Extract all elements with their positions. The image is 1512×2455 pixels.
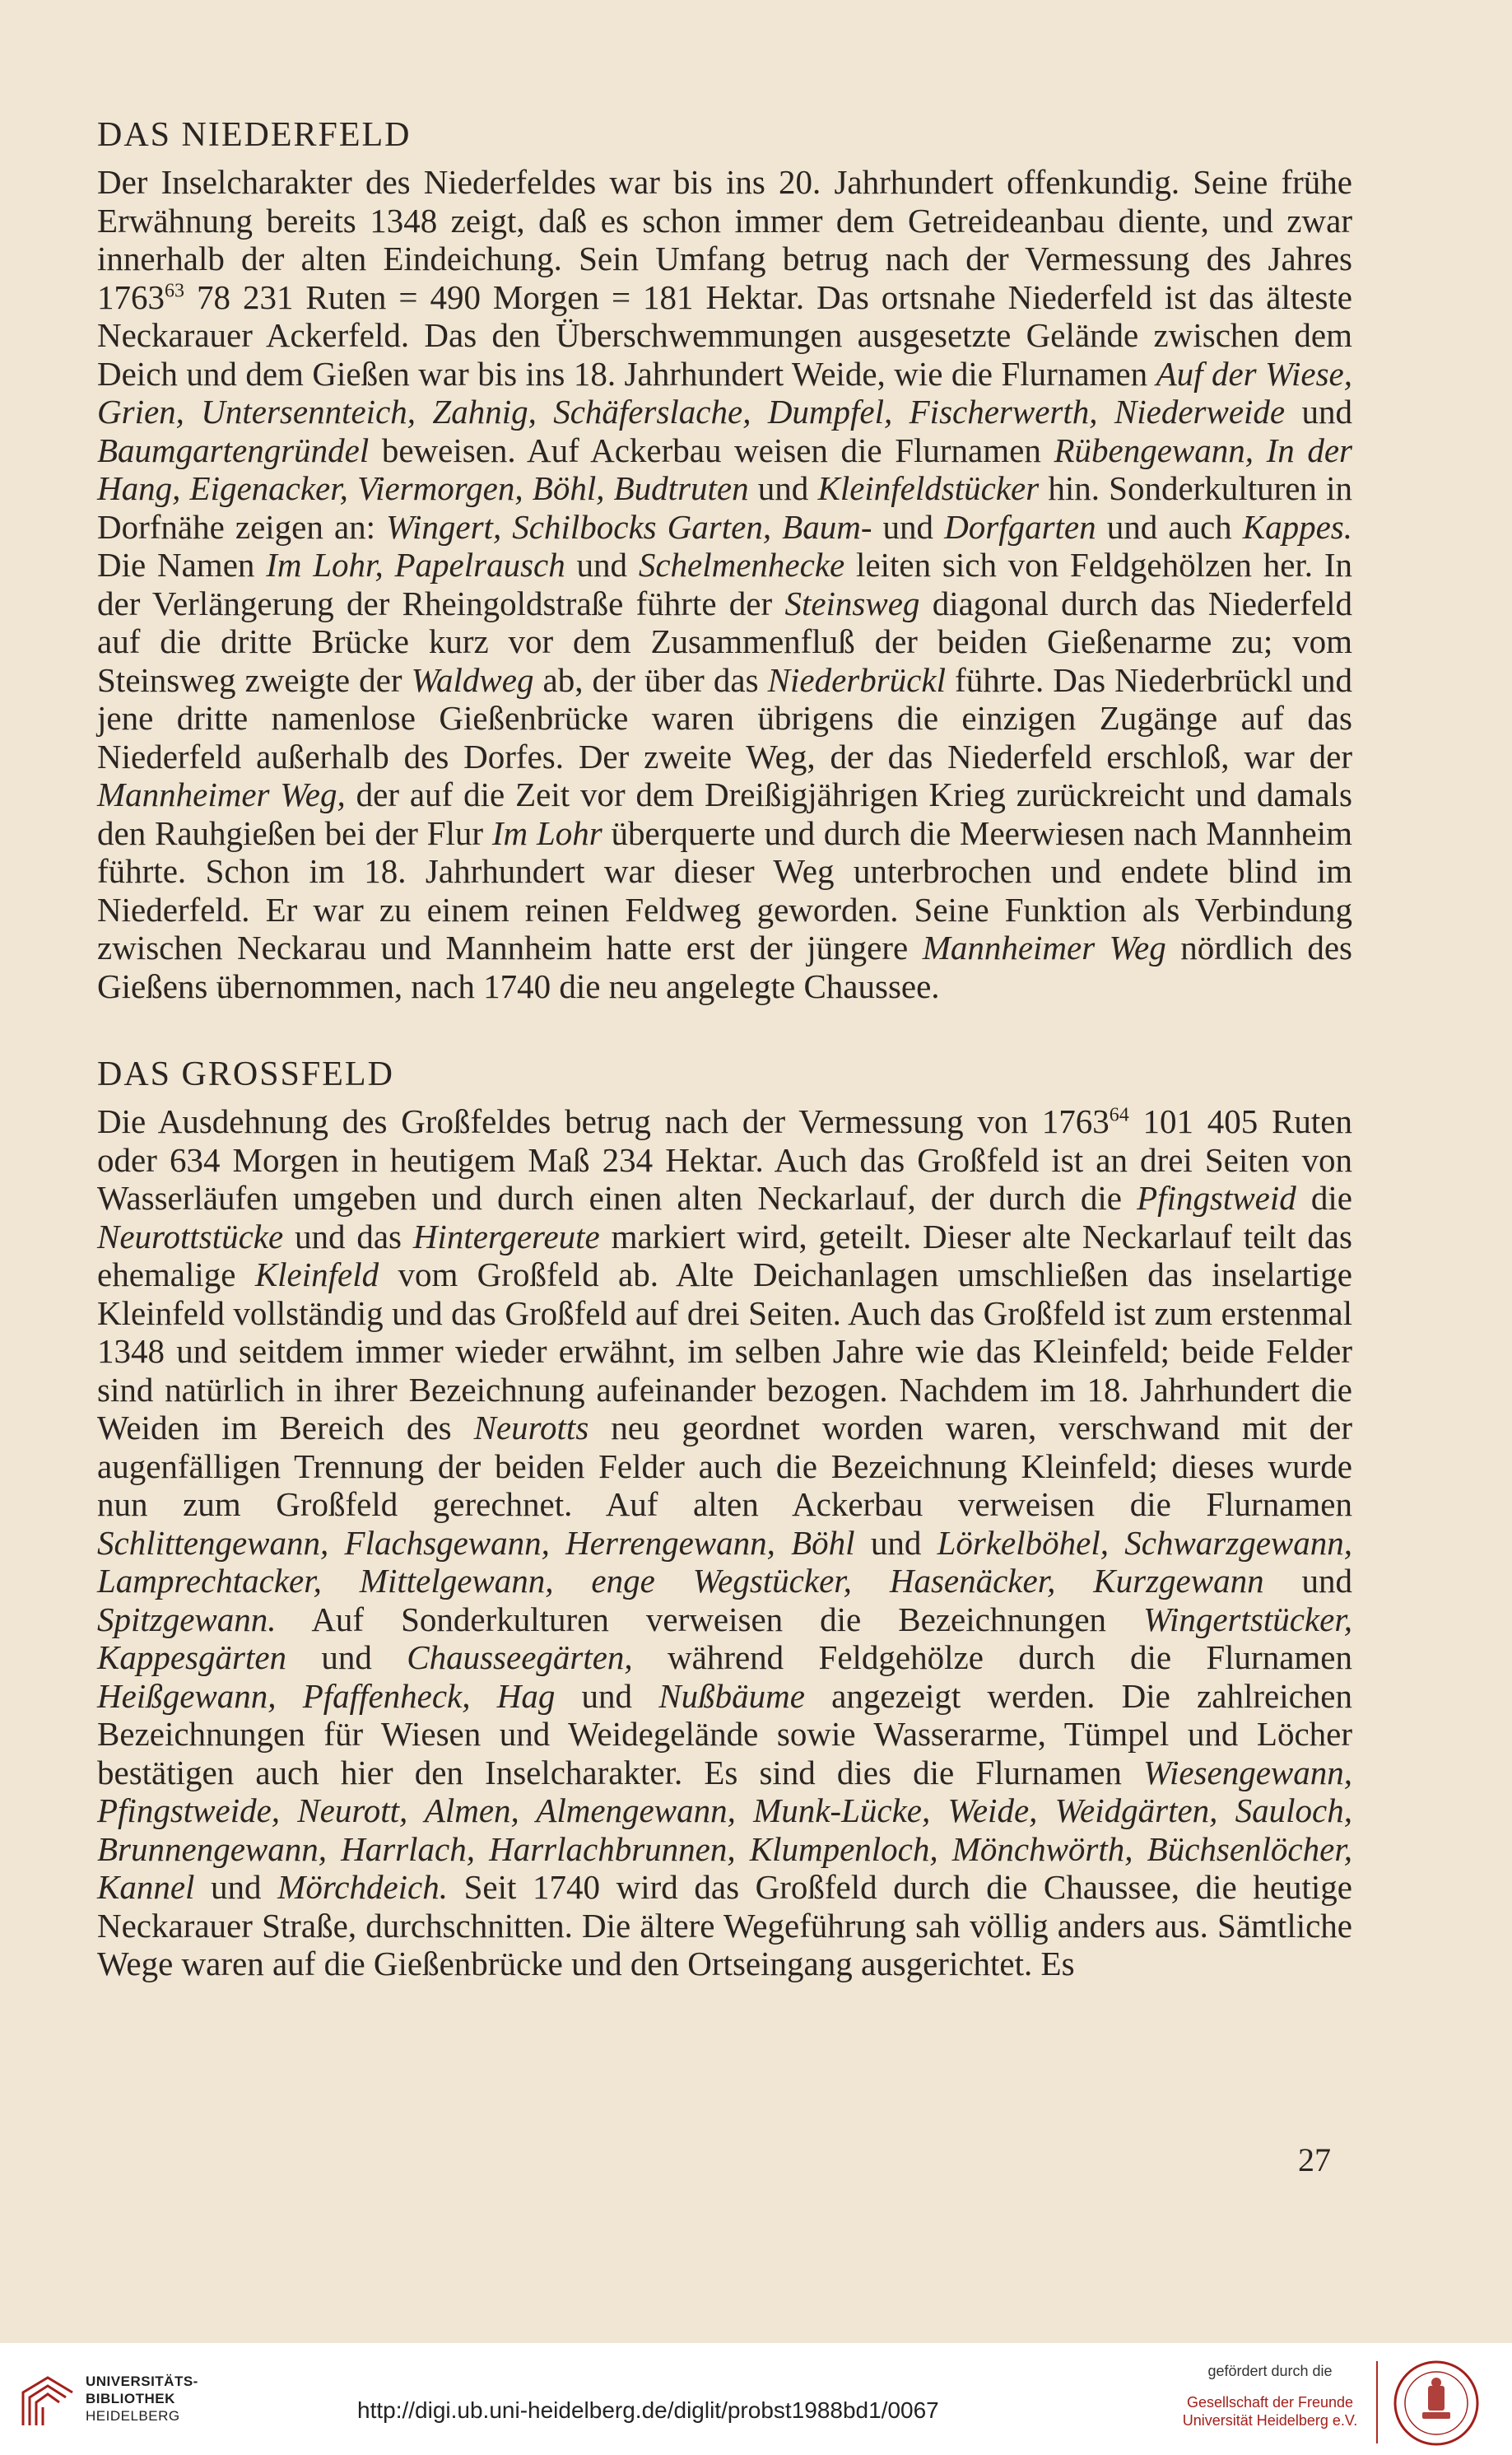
section-heading-niederfeld: DAS NIEDERFELD [97, 116, 412, 154]
italic-placename: Spitzgewann. [97, 1600, 277, 1638]
italic-placename: Schlittengewann, Flachsgewann, Herrengewann, Böhl [97, 1523, 855, 1562]
text-run: Der Inselcharakter des Niederfeldes war bis ins 20. Jahrhundert offenkundig. Seine frühe Erwähnung bereits 1348 zeigt, daß es schon immer dem Getreideanbau diente, und zwar innerhalb der alten Eindeichung. Sein Umfang betrug nach der Vermessung des Jahres 1763 [97, 163, 1352, 316]
italic-placename: Mannheimer Weg [922, 929, 1166, 967]
sponsor-org-line-1: Gesellschaft der Freunde [1186, 2394, 1354, 2411]
footnote-ref: 64 [1109, 1104, 1129, 1126]
sponsor-block [1167, 2363, 1373, 2429]
italic-placename: Im Lohr, Papelrausch [266, 546, 565, 584]
text-run: Die Namen [97, 546, 267, 584]
italic-placename: Wingertstücker, Kappesgärten [97, 1600, 1352, 1676]
italic-placename: Mannheimer Weg, [97, 776, 346, 813]
text-run: Die Ausdehnung des Großfeldes betrug nach der Vermessung von 1763 [97, 1102, 1110, 1140]
italic-placename: Nußbäume [658, 1676, 805, 1715]
text-run: überquerte und durch die Meerwiesen nach Mannheim führte. Schon im 18. Jahrhundert war dieser Weg unterbrochen und endete blind im Niederfeld. Er war zu einem reinen Feldweg geworden. Seine Funktion als Verbindung zwischen Neckarau und Mannheim hatte erst der jüngere [97, 813, 1352, 967]
text-run: und [1263, 1562, 1353, 1600]
text-run: führte. Das Niederbrückl und jene dritte namenlose Gießenbrücke waren übrigens die einzigen Zugänge auf das Niederfeld außerhalb des Dorfes. Der zweite Weg, der das Niederfeld erschloß, war der [97, 660, 1352, 776]
footnote-ref: 63 [165, 279, 184, 301]
library-name-line-2: BIBLIOTHEK [86, 2391, 175, 2406]
text-run: Auf Sonderkulturen verweisen die Bezeichnungen [276, 1600, 1144, 1638]
italic-placename: Pfingstweid [1137, 1179, 1296, 1217]
text-run: und [854, 1523, 937, 1562]
italic-placename: Auf der Wiese, Grien, Untersennteich, Zahnig, Schäferslache, Dumpfel, Fischerwerth, Niederweide [97, 354, 1352, 431]
text-run: Seit 1740 wird das Großfeld durch die Chaussee, die heutige Neckarauer Straße, durchschnitten. Die ältere Wegeführung sah völlig anders aus. Sämtliche Wege waren auf die Gießenbrücke und den Ortseingang ausgerichtet. Es [97, 1868, 1353, 1982]
italic-placename: Schelmenhecke [638, 546, 845, 584]
italic-placename: Kappes. [1242, 507, 1352, 546]
page-content [97, 115, 1352, 1983]
permalink-url[interactable]: http://digi.ub.uni-heidelberg.de/diglit/probst1988bd1/0067 [357, 2397, 939, 2423]
italic-placename: Dorfgarten [944, 507, 1096, 546]
text-run: hin. Sonderkulturen in Dorfnähe zeigen an: [97, 469, 1352, 546]
library-name-line-1: UNIVERSITÄTS- [86, 2373, 198, 2389]
text-run: 101 405 Ruten oder 634 Morgen in heutigem Maß 234 Hektar. Auch das Großfeld ist an drei Seiten von Wasserläufen umgeben und durch einen alten Neckarlauf, der durch die [97, 1102, 1352, 1217]
footer-divider [1376, 2361, 1378, 2443]
sponsor-pre: gefördert durch die [1207, 2363, 1333, 2379]
italic-placename: Neurotts [473, 1409, 589, 1446]
text-run: markiert wird, geteilt. Dieser alte Neckarlauf teilt das ehemalige [97, 1217, 1352, 1293]
italic-placename: Neurottstücke [97, 1217, 284, 1255]
text-run: leiten sich von Feldgehölzen her. In der Verlängerung der Rheingoldstraße führte der [97, 546, 1352, 622]
text-run: angezeigt werden. Die zahlreichen Bezeichnungen für Wiesen und Weidegelände sowie Wasserarme, Tümpel und Löcher bestätigen auch hier den Inselcharakter. Es sind dies die Flurnamen [97, 1676, 1352, 1791]
italic-placename: Wingert, Schilbocks Garten, Baum- [386, 507, 872, 546]
text-run: und auch [1096, 507, 1243, 546]
section-heading-grossfeld: DAS GROSSFELD [97, 1055, 394, 1093]
text-run: 78 231 Ruten = 490 Morgen = 181 Hektar. Das ortsnahe Niederfeld ist das älteste Neckarauer Ackerfeld. Das den Überschwemmungen ausgesetzte Gelände zwischen dem Deich und dem Gießen war bis ins 18. Jahrhundert Weide, wie die Flurnamen [97, 277, 1352, 393]
text-run: beweisen. Auf Ackerbau weisen die Flurnamen [369, 431, 1054, 469]
paragraph-niederfeld [97, 163, 1352, 1005]
sponsor-org-line-2: Universität Heidelberg e.V. [1182, 2412, 1358, 2429]
text-run: und [748, 469, 818, 507]
library-name [86, 2373, 198, 2425]
library-name-line-3: HEIDELBERG [86, 2408, 180, 2424]
italic-placename: Hintergereute [412, 1217, 600, 1255]
section-gap [97, 1005, 1352, 1055]
italic-placename: Rübengewann, In der Hang, Eigenacker, Viermorgen, Böhl, Budtruten [97, 431, 1353, 507]
text-run: vom Großfeld ab. Alte Deichanlagen umschließen das inselartige Kleinfeld vollständig und das Großfeld auf drei Seiten. Auch das Großfeld ist zum erstenmal 1348 und seitdem immer wieder erwähnt, im selben Jahre wie das Kleinfeld; beide Felder sind natürlich in ihrer Bezeichnung aufeinander bezogen. Nachdem im 18. Jahrhundert die Weiden im Bereich des [97, 1255, 1352, 1446]
italic-placename: Steinsweg [784, 584, 920, 622]
text-run: neu geordnet worden waren, verschwand mit der augenfälligen Trennung der beiden Felder auch die Bezeichnung Kleinfeld; dieses wurde nun zum Großfeld gerechnet. Auf alten Ackerbau verweisen die Flurnamen [97, 1409, 1353, 1523]
text-run: nördlich des Gießens übernommen, nach 1740 die neu angelegte Chaussee. [97, 929, 1352, 1005]
italic-placename: Kleinfeldstücker [817, 469, 1040, 507]
text-run: und das [283, 1217, 413, 1255]
text-run: und [565, 546, 639, 584]
italic-placename: Mörchdeich. [277, 1868, 448, 1906]
page-number: 27 [1298, 2141, 1331, 2178]
text-run: und [286, 1638, 407, 1676]
text-run: und [194, 1868, 278, 1906]
digitization-footer [0, 2343, 1512, 2455]
text-run: der auf die Zeit vor dem Dreißigjährigen Krieg zurückreicht und damals den Rauhgießen bei der Flur [97, 776, 1352, 852]
text-run: die [1296, 1179, 1352, 1217]
italic-placename: Lörkelböhel, Schwarzgewann, Lamprechtacker, Mittelgewann, enge Wegstücker, Hasenäcker, Kurzgewann [97, 1523, 1352, 1600]
text-run: und [555, 1676, 659, 1715]
italic-placename: Im Lohr [491, 813, 602, 852]
italic-placename: Heißgewann, Pfaffenheck, Hag [97, 1676, 556, 1715]
italic-placename: Chausseegärten, [407, 1638, 633, 1676]
italic-placename: Waldweg [411, 660, 534, 699]
university-seal-icon [1391, 2358, 1482, 2448]
italic-placename: Kleinfeld [254, 1255, 379, 1293]
text-run: und [1285, 393, 1352, 431]
text-run: und [872, 507, 945, 546]
text-run: diagonal durch das Niederfeld auf die dritte Brücke kurz vor dem Zusammenfluß der beiden Gießenarme zu; vom Steinsweg zweigte der [97, 584, 1352, 699]
text-run: ab, der über das [533, 660, 768, 699]
university-library-logo-icon [15, 2368, 81, 2434]
italic-placename: Niederbrückl [767, 660, 946, 699]
text-run: während Feldgehölze durch die Flurnamen [632, 1638, 1353, 1676]
paragraph-grossfeld [97, 1102, 1352, 1983]
italic-placename: Baumgartengründel [97, 431, 370, 469]
italic-placename: Wiesengewann, Pfingstweide, Neurott, Almen, Almengewann, Munk-Lücke, Weide, Weidgärten, Sauloch, Brunnengewann, Harrlach, Harrlachbrunnen, Klumpenloch, Mönchwörth, Büchsenlöcher, Kannel [97, 1753, 1352, 1906]
